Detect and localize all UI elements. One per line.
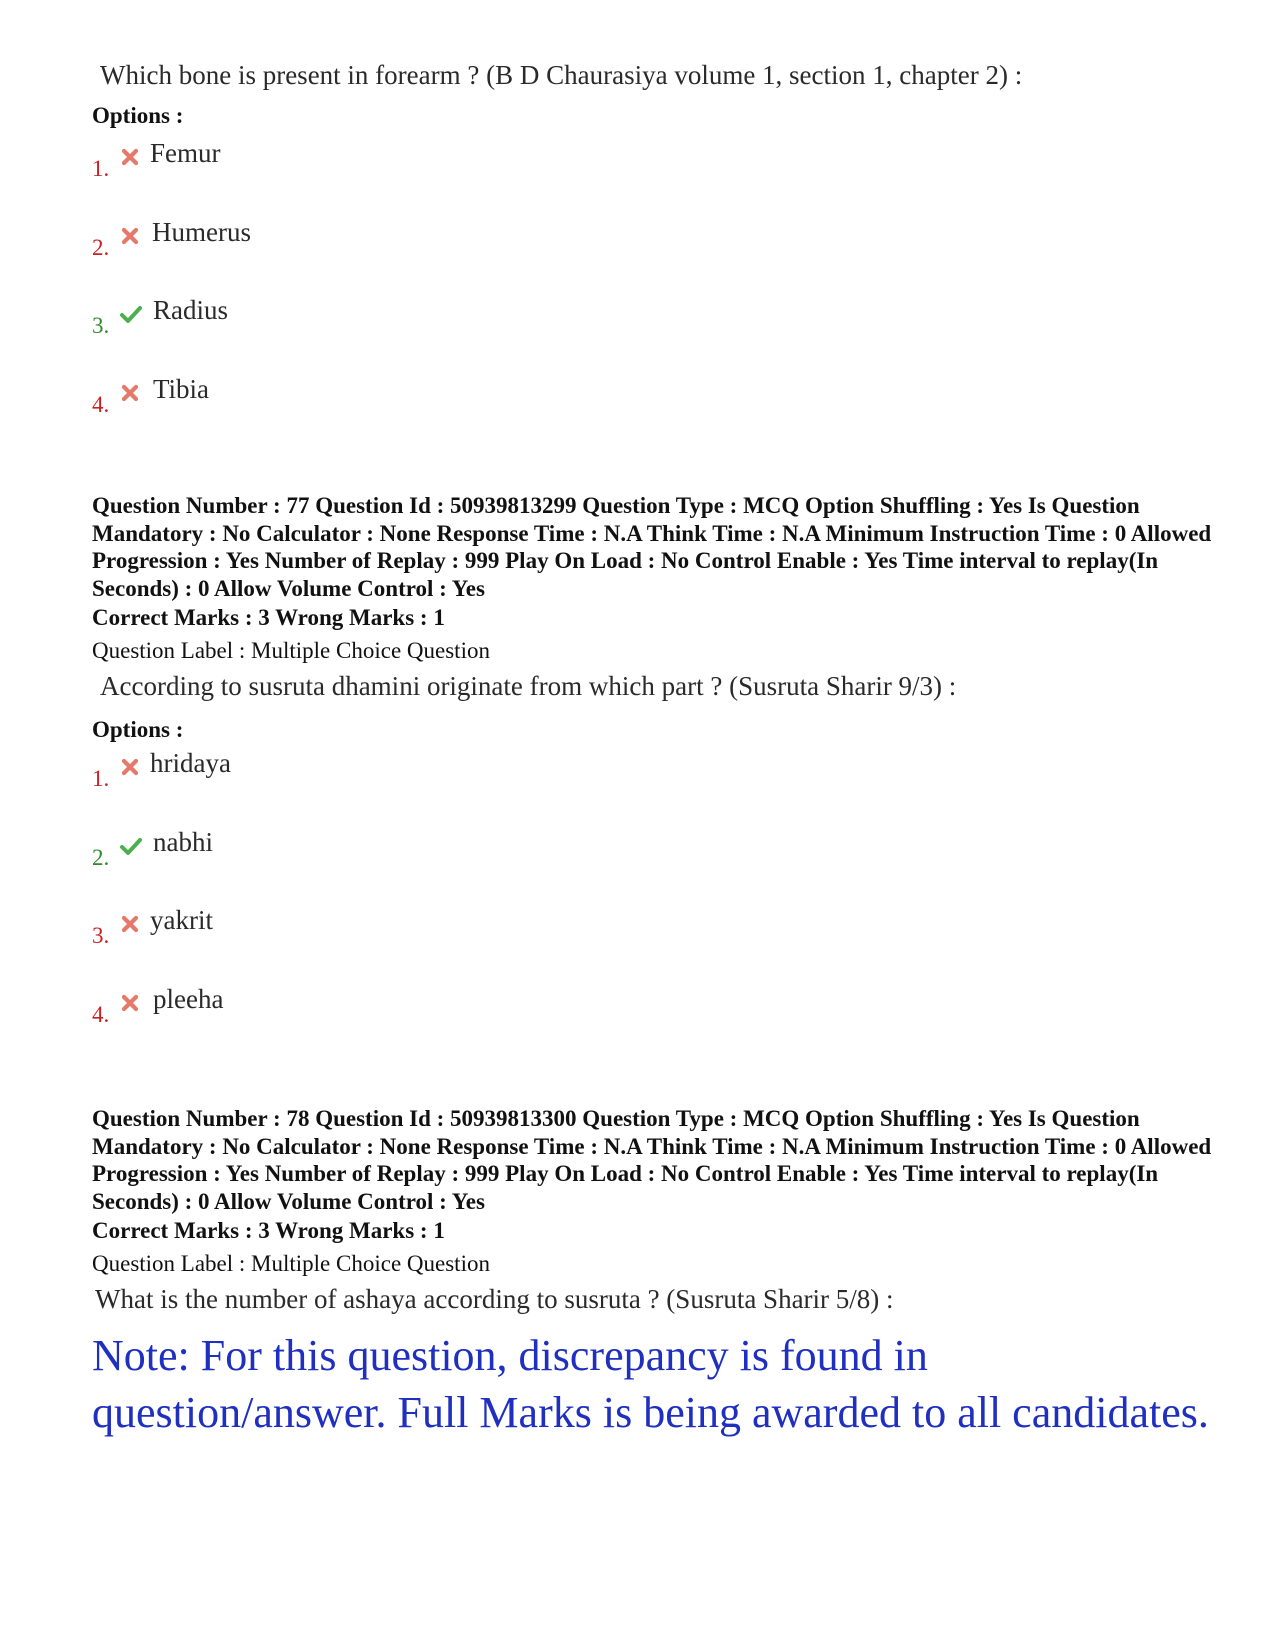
option-number: 1.: [92, 156, 110, 181]
option-text: hridaya: [150, 748, 231, 778]
question-77-text: According to susruta dhamini originate from which part ? (Susruta Sharir 9/3) :: [100, 671, 957, 701]
question-78-marks: Correct Marks : 3 Wrong Marks : 1: [92, 1218, 445, 1243]
option-text: yakrit: [150, 905, 213, 935]
option-text: Femur: [150, 138, 221, 168]
cross-icon: [119, 756, 141, 778]
option-number: 4.: [92, 392, 110, 417]
cross-icon: [119, 382, 141, 404]
check-icon: [119, 303, 141, 325]
cross-icon: [119, 913, 141, 935]
question-76-text: Which bone is present in forearm ? (B D Chaurasiya volume 1, section 1, chapter 2) :: [100, 60, 1023, 90]
question-77-marks: Correct Marks : 3 Wrong Marks : 1: [92, 605, 445, 630]
option-number: 4.: [92, 1002, 110, 1027]
option-text: pleeha: [153, 984, 224, 1014]
option-text: nabhi: [153, 827, 213, 857]
option-number: 2.: [92, 845, 110, 870]
question-78-meta: Question Number : 78 Question Id : 50939813300 Question Type : MCQ Option Shuffling : Yes Is Question Mandatory : No Calculator : None Response Time : N.A Think Time : N.A Minimum Instruction Time : 0 Allowed Progression : Yes Number of Replay : 999 Play On Load : No Control Enable : Yes Time interval to replay(In Seconds) : 0 Allow Volume Control : Yes: [92, 1106, 1212, 1214]
option-number: 3.: [92, 923, 110, 948]
option-text: Radius: [153, 295, 229, 325]
options-heading: Options :: [92, 717, 184, 742]
cross-icon: [119, 225, 141, 247]
option-text: Tibia: [153, 374, 210, 404]
options-heading: Options :: [92, 103, 184, 128]
cross-icon: [119, 992, 141, 1014]
question-77-meta: Question Number : 77 Question Id : 50939813299 Question Type : MCQ Option Shuffling : Yes Is Question Mandatory : No Calculator : None Response Time : N.A Think Time : N.A Minimum Instruction Time : 0 Allowed Progression : Yes Number of Replay : 999 Play On Load : No Control Enable : Yes Time interval to replay(In Seconds) : 0 Allow Volume Control : Yes: [92, 493, 1212, 601]
discrepancy-note: Note: For this question, discrepancy is found in question/answer. Full Marks is being awarded to all candidates.: [92, 1331, 1209, 1437]
question-78-text: What is the number of ashaya according to susruta ? (Susruta Sharir 5/8) :: [95, 1284, 894, 1314]
option-number: 1.: [92, 766, 110, 791]
cross-icon: [119, 146, 141, 168]
option-text: Humerus: [152, 217, 251, 247]
question-78-label: Question Label : Multiple Choice Question: [92, 1251, 490, 1276]
option-number: 3.: [92, 313, 110, 338]
check-icon: [119, 835, 141, 857]
option-number: 2.: [92, 235, 110, 260]
question-77-label: Question Label : Multiple Choice Question: [92, 638, 490, 663]
